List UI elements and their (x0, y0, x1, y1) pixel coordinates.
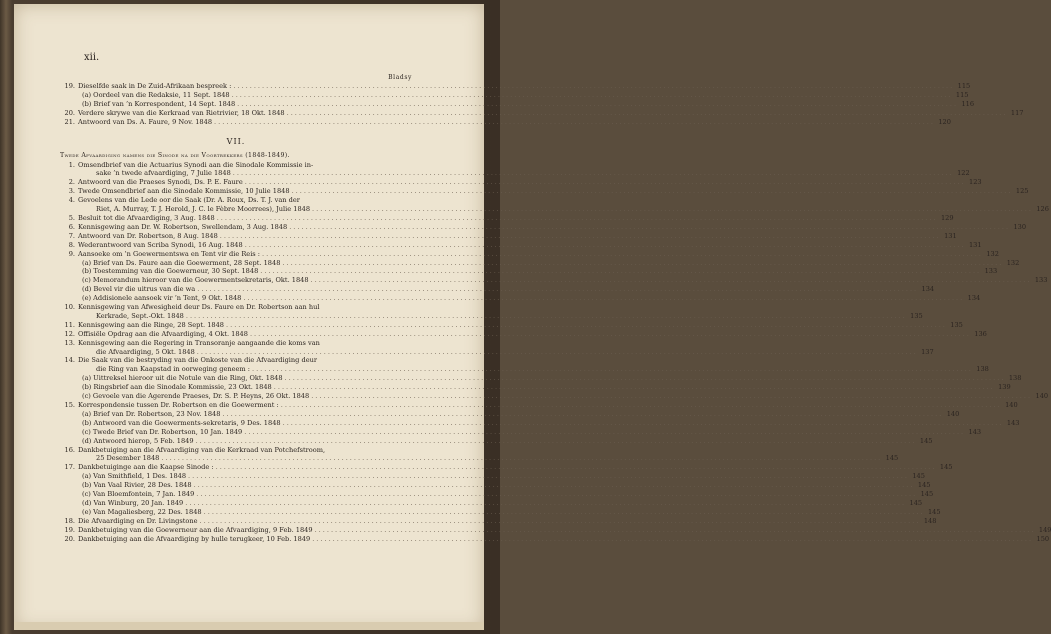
leader-dots (186, 312, 907, 321)
entry-title: Antwoord van Ds. A. Faure, 9 Nov. 1848 (78, 117, 213, 126)
entry-number: 2. (68, 178, 75, 187)
leader-dots (204, 508, 925, 517)
toc-entry (60, 99, 975, 109)
entry-title: (e) Addisionele aansoek vir ’n Tent, 9 Okt. 1848 (82, 294, 242, 303)
leader-dots (197, 285, 918, 294)
entry-title: (b) Van Vaal Rivier, 28 Des. 1848 (82, 481, 192, 490)
toc-entry (60, 516, 937, 526)
entry-number: 9. (68, 249, 75, 258)
entry-page-number: 116 (961, 99, 975, 108)
entry-number: 15. (64, 401, 75, 409)
leader-dots (252, 365, 973, 374)
toc-entry (60, 365, 989, 374)
leader-dots (311, 276, 1032, 285)
toc-entry (60, 267, 998, 276)
entry-page-number: 115 (955, 90, 969, 99)
entry-page-number: 133 (984, 267, 998, 276)
entry-title: Besluit tot die Afvaardiging, 3 Aug. 1848 (78, 213, 215, 222)
entry-title: (d) Van Winburg, 20 Jan. 1849 (82, 498, 184, 507)
entry-number: 5. (68, 213, 75, 222)
leader-dots (233, 82, 954, 91)
entry-list-b (60, 160, 1051, 544)
entry-title: Korrespondensie tussen Dr. Robertson en die Goewerment : (78, 401, 279, 409)
entry-page-number: 131 (968, 240, 982, 249)
entry-page-number: 138 (1008, 374, 1022, 383)
entry-page-number: 138 (976, 365, 989, 374)
entry-title: Antwoord van die Praeses Synodi, Ds. P. E. Faure (78, 178, 243, 187)
entry-page-number: 132 (986, 249, 999, 258)
leader-dots (196, 490, 917, 499)
entry-title: sake ’n twede afvaardiging, 7 Julie 1848 (96, 169, 231, 178)
entry-title: Die Afvaardiging en Dr. Livingstone (78, 516, 198, 525)
entry-title: Wederantwoord van Scriba Synodi, 16 Aug. 1848 (78, 240, 243, 249)
entry-page-number: 133 (1034, 276, 1048, 285)
toc-entry (60, 258, 1020, 268)
entry-page-number: 137 (921, 347, 934, 356)
leader-dots (226, 321, 947, 330)
toc-entry (60, 525, 1051, 535)
entry-title: Kennisgewing aan die Ringe, 28 Sept. 1848 (78, 320, 224, 329)
entry-title: (c) Twede Brief van Dr. Robertson, 10 Jan. 1849 (82, 427, 243, 436)
leader-dots (262, 250, 983, 259)
entry-title: Kennisgewing aan Dr. W. Robertson, Swellendam, 3 Aug. 1848 (78, 222, 288, 231)
leader-dots (311, 392, 1032, 401)
entry-title: Antwoord van Dr. Robertson, 8 Aug. 1848 (78, 231, 218, 240)
toc-entry (60, 463, 953, 472)
leader-dots (214, 118, 935, 127)
toc-entry (60, 481, 931, 490)
entry-page-number: 145 (927, 507, 941, 516)
entry-title: Die Saak van die bestryding van die Onkoste van die Afvaardiging deur (78, 356, 317, 365)
entry-number: 19. (64, 82, 75, 90)
toc-entry (60, 339, 412, 348)
entry-title: Kerkrade, Sept.-Okt. 1848 (96, 311, 184, 320)
leader-dots (312, 535, 1033, 544)
leader-dots (161, 454, 882, 463)
entry-page-number: 150 (1036, 534, 1050, 543)
section-title (60, 152, 412, 159)
entry-title: Riet, A. Murray, T. J. Herold, J. C. le Fèbre Moorrees), Julie 1848 (96, 205, 311, 214)
toc-entry (60, 117, 951, 127)
leader-dots (217, 214, 938, 223)
entry-page-number: 145 (885, 454, 899, 463)
entry-number: 13. (64, 338, 75, 347)
entry-title: (a) Oordeel van die Redaksie, 11 Sept. 1848 (82, 90, 230, 99)
entry-page-number: 143 (1006, 418, 1020, 427)
entry-title: (a) Uittreksel hieroor uit die Notule van die Ring, Okt. 1848 (82, 374, 283, 383)
entry-title: (c) Van Bloemfontein, 7 Jan. 1849 (82, 490, 195, 499)
toc-entry (60, 446, 412, 455)
toc-entry (60, 534, 1050, 544)
toc-entry (60, 187, 1029, 196)
leader-dots (237, 100, 958, 109)
entry-page-number: 148 (923, 516, 937, 525)
toc-entry (60, 90, 969, 100)
table-of-contents (60, 52, 1051, 544)
entry-page-number: 143 (968, 427, 982, 436)
entry-title: 25 Desember 1848 (96, 454, 160, 463)
entry-title: Aansoeke om ’n Goewermentswa en Tent vir die Reis : (78, 249, 261, 258)
leader-dots (281, 401, 1002, 410)
entry-page-number: 120 (938, 117, 951, 126)
entry-title: Kennisgewing aan die Regering in Transoranje aangaande die koms van (78, 338, 320, 347)
entry-title: Dankbetuiging aan die Afvaardiging by hulle terugkeer, 10 Feb. 1849 (78, 534, 311, 543)
entry-number: 1. (68, 160, 75, 169)
leader-dots (216, 463, 937, 472)
entry-title: (c) Memorandum hieroor van die Goewermentsekretaris, Okt. 1848 (82, 276, 309, 285)
entry-title: (a) Van Smithfield, 1 Des. 1848 (82, 472, 187, 481)
leader-dots (196, 437, 917, 446)
section-title-text: Twede Afvaardiging namens die Sinode na die Voortrekkers (1848-1849). (60, 151, 290, 159)
entry-title: Dieselfde saak in De Zuid-Afrikaan bespreek : (78, 82, 232, 90)
toc-entry (60, 311, 923, 321)
leader-dots (245, 241, 966, 250)
entry-page-number: 136 (974, 329, 987, 338)
entry-number: 19. (64, 525, 75, 534)
entry-page-number: 145 (912, 472, 925, 481)
entry-number: 8. (68, 240, 75, 249)
leader-dots (245, 178, 966, 187)
entry-page-number: 129 (940, 213, 954, 222)
entry-number: 6. (68, 222, 75, 231)
toc-entry (60, 213, 954, 223)
entry-number: 10. (64, 303, 75, 312)
toc-entry (60, 347, 934, 357)
toc-entry (60, 240, 982, 250)
toc-entry (60, 329, 987, 339)
toc-entry (60, 436, 933, 446)
entry-page-number: 134 (967, 294, 981, 303)
entry-page-number: 145 (909, 498, 923, 507)
toc-entry (60, 383, 1011, 392)
leader-dots (289, 223, 1010, 232)
toc-entry (60, 178, 982, 187)
entry-page-number: 145 (939, 463, 953, 472)
leader-dots (233, 169, 954, 178)
entry-page-number: 134 (921, 285, 935, 294)
toc-entry (60, 303, 412, 312)
entry-title: die Afvaardiging, 5 Okt. 1848 (96, 347, 195, 356)
toc-entry (60, 108, 1024, 118)
toc-entry (60, 454, 899, 463)
toc-entry (60, 231, 957, 241)
entry-title: Offisiële Opdrag aan die Afvaardiging, 4 Okt. 1848 (78, 329, 248, 338)
leader-dots (220, 232, 941, 241)
entry-page-number: 132 (1006, 258, 1020, 267)
toc-entry (60, 222, 1027, 232)
entry-page-number: 135 (910, 311, 923, 320)
leader-dots (188, 472, 909, 481)
entry-number: 4. (68, 196, 75, 205)
leader-dots (243, 294, 964, 303)
leader-dots (283, 419, 1004, 428)
toc-entry (60, 320, 963, 330)
entry-page-number: 122 (957, 169, 970, 178)
entry-page-number: 139 (998, 383, 1011, 392)
entry-title: Dankbetuiging van die Goewerneur aan die Afvaardiging, 9 Feb. 1849 (78, 525, 313, 534)
toc-entry (60, 82, 971, 91)
entry-list-a (60, 82, 1024, 127)
entry-page-number: 126 (1036, 205, 1049, 214)
leader-dots (197, 348, 918, 357)
toc-entry (60, 249, 999, 259)
leader-dots (260, 267, 981, 276)
leader-dots (200, 517, 921, 526)
leader-dots (194, 481, 915, 490)
entry-number: 18. (64, 516, 75, 525)
entry-title: (d) Antwoord hierop, 5 Feb. 1849 (82, 436, 194, 445)
entry-title: Gevoelens van die Lede oor die Saak (Dr. A. Roux, Ds. T. J. van der (78, 196, 300, 205)
section-number: VII. (226, 136, 246, 146)
toc-entry (60, 285, 935, 294)
entry-title: Omsendbrief van die Actuarius Synodi aan die Sinodale Kommissie in- (78, 160, 314, 169)
entry-title: (b) Antwoord van die Goewerments-sekretaris, 9 Des. 1848 (82, 418, 281, 427)
entry-page-number: 149 (1038, 525, 1051, 534)
leader-dots (185, 499, 906, 508)
page-number: xii. (84, 52, 100, 63)
entry-title: (b) Brief van ’n Korrespondent, 14 Sept. 1848 (82, 99, 236, 108)
toc-entry (60, 356, 412, 365)
entry-page-number: 140 (1005, 401, 1018, 409)
entry-page-number: 145 (920, 490, 934, 499)
entry-number: 3. (68, 187, 75, 196)
leader-dots (274, 383, 995, 392)
entry-number: 20. (64, 534, 75, 543)
page-bottom-edge (14, 622, 484, 630)
entry-title: (b) Ringsbrief aan die Sinodale Kommissie, 23 Okt. 1848 (82, 383, 272, 392)
entry-page-number: 123 (969, 178, 982, 187)
entry-number: 17. (64, 463, 75, 472)
leader-dots (315, 526, 1036, 535)
leader-dots (250, 330, 971, 339)
entry-title: (a) Brief van Ds. Faure aan die Goewerment, 28 Sept. 1848 (82, 258, 281, 267)
entry-page-number: 125 (1015, 187, 1029, 196)
toc-entry (60, 169, 970, 178)
entry-page-number: 130 (1013, 222, 1027, 231)
entry-page-number: 135 (950, 320, 963, 329)
entry-page-number: 115 (957, 82, 971, 90)
toc-entry (60, 196, 412, 205)
toc-entry (60, 507, 941, 517)
column-header-bladsy: Bladsy (388, 74, 412, 81)
entry-title: (b) Toestemming van die Goewerneur, 30 Sept. 1848 (82, 267, 259, 276)
toc-entry (60, 374, 1022, 383)
entry-title: (a) Brief van Dr. Robertson, 23 Nov. 1848 (82, 409, 221, 418)
toc-entry (60, 294, 981, 303)
entry-title: (c) Gevoele van die Agerende Praeses, Dr. S. P. Heyns, 26 Okt. 1848 (82, 392, 310, 401)
toc-entry (60, 205, 1049, 214)
entry-page-number: 131 (944, 231, 957, 240)
entry-number: 12. (64, 329, 75, 338)
leader-dots (244, 428, 965, 437)
toc-entry (60, 409, 960, 419)
entry-page-number: 140 (1035, 392, 1049, 401)
toc-entry (60, 392, 1049, 401)
entry-title: die Ring van Kaapstad in oorweging geneem : (96, 365, 250, 374)
toc-entry (60, 276, 1048, 285)
toc-entry (60, 401, 1018, 410)
entry-number: 7. (68, 231, 75, 240)
toc-entry (60, 418, 1020, 428)
leader-dots (282, 259, 1003, 268)
entry-page-number: 117 (1010, 108, 1024, 117)
entry-page-number: 145 (919, 436, 933, 445)
toc-entry (60, 490, 934, 499)
entry-number: 11. (64, 320, 75, 329)
entry-number: 14. (64, 356, 75, 365)
entry-title: Dankbetuiginge aan die Kaapse Sinode : (78, 463, 214, 472)
toc-entry (60, 427, 982, 437)
toc-entry (60, 161, 412, 170)
entry-page-number: 145 (917, 481, 931, 490)
toc-entry (60, 472, 925, 481)
entry-title: Kennisgewing van Afwesigheid deur Ds. Faure en Dr. Robertson aan hul (78, 303, 320, 312)
entry-page-number: 140 (946, 409, 960, 418)
leader-dots (222, 410, 943, 419)
entry-number: 21. (64, 117, 75, 126)
entry-number: 16. (64, 445, 75, 454)
entry-number: 20. (64, 108, 75, 117)
leader-dots (232, 91, 953, 100)
entry-title: (e) Van Magaliesberg, 22 Des. 1848 (82, 507, 202, 516)
toc-entry (60, 498, 923, 508)
leader-dots (285, 374, 1006, 383)
leader-dots (292, 187, 1013, 196)
leader-dots (312, 205, 1033, 214)
entry-title: Verdere skrywe van die Kerkraad van Rietrivier, 18 Okt. 1848 (78, 108, 285, 117)
entry-title: (d) Bevel vir die uitrus van die wa (82, 285, 196, 294)
entry-title: Dankbetuiging aan die Afvaardiging van die Kerkraad van Potchefstroom, (78, 445, 326, 454)
leader-dots (287, 109, 1008, 118)
entry-title: Twede Omsendbrief aan die Sinodale Kommissie, 10 Julie 1848 (78, 187, 290, 196)
